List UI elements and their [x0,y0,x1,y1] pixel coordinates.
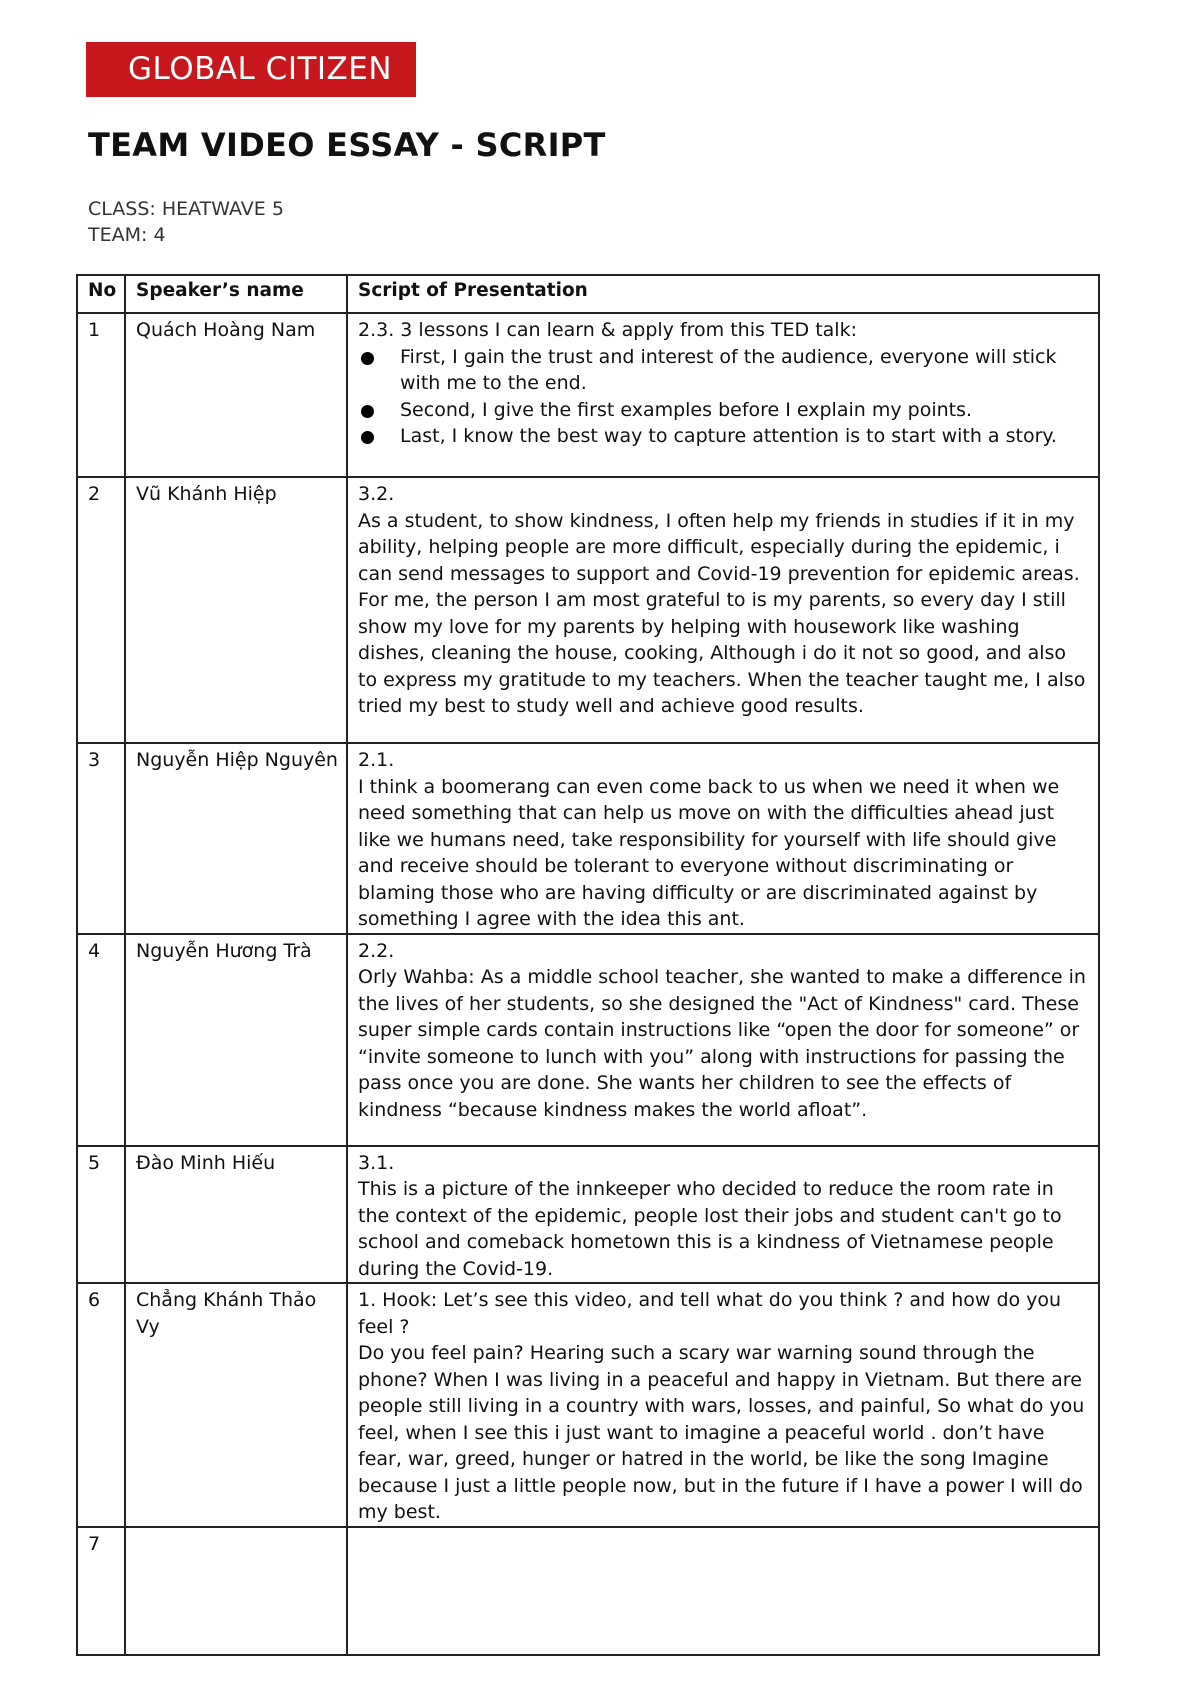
table-row [77,1146,1099,1284]
list-item: Second, I give the first examples before I explain my points. [358,397,1090,424]
speaker-name: Vũ Khánh Hiệp [125,477,347,743]
script-cell: 3.1. This is a picture of the innkeeper who decided to reduce the room rate in the context of the epidemic, people lost their jobs and student can't go to school and comeback hometown this is a kindness of Vietnamese people during the Covid-19. [347,1146,1099,1284]
row-number: 3 [77,743,125,934]
script-cell [347,313,1099,477]
lessons-list [358,344,1090,450]
script-cell: 3.2. As a student, to show kindness, I often help my friends in studies if it in my ability, helping people are more difficult, especially during the epidemic, i can send messages to support and Covid-19 prevention for epidemic areas. For me, the person I am most grateful to is my parents, so every day I still show my love for my parents by helping with housework like washing dishes, cleaning the house, cooking, Although i do it not so good, and also to express my gratitude to my teachers. When the teacher taught me, I also tried my best to study well and achieve good results. [347,477,1099,743]
header-script: Script of Presentation [347,275,1099,313]
speaker-name: Chẳng Khánh Thảo Vy [125,1283,347,1527]
row-number: 4 [77,934,125,1146]
table-row [77,313,1099,477]
speaker-name: Nguyễn Hiệp Nguyên [125,743,347,934]
team-line: TEAM: 4 [88,224,166,246]
brand-banner: GLOBAL CITIZEN [86,42,416,97]
table-row [77,1527,1099,1655]
table-row [77,1283,1099,1527]
row-number: 2 [77,477,125,743]
document-title: TEAM VIDEO ESSAY - SCRIPT [88,126,606,164]
script-intro: 2.3. 3 lessons I can learn & apply from this TED talk: [358,319,857,341]
row-number: 7 [77,1527,125,1655]
table-row [77,743,1099,934]
row-number: 5 [77,1146,125,1284]
script-cell: 2.1. I think a boomerang can even come back to us when we need it when we need something that can help us move on with the difficulties ahead just like we humans need, take responsibility for yourself with life should give and receive should be tolerant to everyone without discriminating or blaming those who are having difficulty or are discriminated against by something I agree with the idea this ant. [347,743,1099,934]
header-no: No [77,275,125,313]
script-cell: 2.2. Orly Wahba: As a middle school teacher, she wanted to make a difference in the lives of her students, so she designed the "Act of Kindness" card. These super simple cards contain instructions like “open the door for someone” or “invite someone to lunch with you” along with instructions for passing the pass once you are done. She wants her children to see the effects of kindness “because kindness makes the world afloat”. [347,934,1099,1146]
speaker-name: Quách Hoàng Nam [125,313,347,477]
speaker-name: Đào Minh Hiếu [125,1146,347,1284]
list-item: First, I gain the trust and interest of the audience, everyone will stick with me to the end. [358,344,1090,397]
class-team-info [88,196,284,248]
table-header-row [77,275,1099,313]
header-speaker: Speaker’s name [125,275,347,313]
row-number: 6 [77,1283,125,1527]
row-number: 1 [77,313,125,477]
script-cell [347,1527,1099,1655]
class-line: CLASS: HEATWAVE 5 [88,198,284,220]
table-row [77,934,1099,1146]
speaker-name: Nguyễn Hương Trà [125,934,347,1146]
list-item: Last, I know the best way to capture attention is to start with a story. [358,423,1090,450]
script-cell: 1. Hook: Let’s see this video, and tell what do you think ? and how do you feel ? Do you feel pain? Hearing such a scary war warning sound through the phone? When I was living in a peaceful and happy in Vietnam. But there are people still living in a country with wars, losses, and painful, So what do you feel, when I see this i just want to imagine a peaceful world . don’t have fear, war, greed, hunger or hatred in the world, be like the song Imagine because I just a little people now, but in the future if I have a power I will do my best. [347,1283,1099,1527]
table-row [77,477,1099,743]
script-table [76,274,1100,1656]
speaker-name [125,1527,347,1655]
